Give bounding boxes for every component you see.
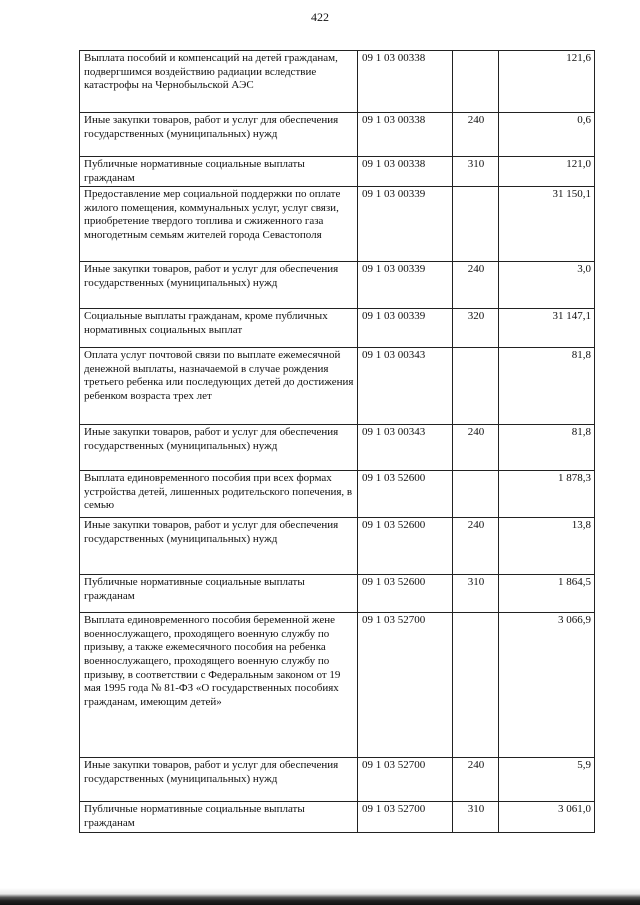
cell-name: Публичные нормативные социальные выплаты гражданам xyxy=(80,157,358,187)
cell-type xyxy=(453,613,499,758)
cell-type: 240 xyxy=(453,758,499,802)
table-row xyxy=(80,425,595,471)
cell-sum: 121,6 xyxy=(499,51,595,113)
cell-name: Иные закупки товаров, работ и услуг для обеспечения государственных (муниципальных) нужд xyxy=(80,758,358,802)
cell-code: 09 1 03 52600 xyxy=(358,471,453,518)
cell-code: 09 1 03 52700 xyxy=(358,758,453,802)
cell-name: Социальные выплаты гражданам, кроме публичных нормативных социальных выплат xyxy=(80,309,358,348)
cell-code: 09 1 03 52600 xyxy=(358,518,453,575)
cell-sum: 13,8 xyxy=(499,518,595,575)
cell-code: 09 1 03 52700 xyxy=(358,802,453,833)
cell-name: Выплата единовременного пособия беременной жене военнослужащего, проходящего военную службу по призыву, а также ежемесячного пособия на ребенка военнослужащего, проходящего военную службу по призыву, в соответствии с Федеральным законом от 19 мая 1995 года № 81-ФЗ «О государственных пособиях гражданам, имеющим детей» xyxy=(80,613,358,758)
table-row xyxy=(80,262,595,309)
cell-name: Выплата пособий и компенсаций на детей гражданам, подвергшимся воздействию радиации вследствие катастрофы на Чернобыльской АЭС xyxy=(80,51,358,113)
table-row xyxy=(80,157,595,187)
table-row xyxy=(80,575,595,613)
cell-sum: 3,0 xyxy=(499,262,595,309)
table-row xyxy=(80,758,595,802)
cell-sum: 31 150,1 xyxy=(499,187,595,262)
scan-edge-shadow xyxy=(0,888,640,905)
cell-name: Оплата услуг почтовой связи по выплате ежемесячной денежной выплаты, назначаемой в случае рождения третьего ребенка или последующих детей до достижения ребенком возраста трех лет xyxy=(80,348,358,425)
cell-name: Иные закупки товаров, работ и услуг для обеспечения государственных (муниципальных) нужд xyxy=(80,262,358,309)
cell-type: 320 xyxy=(453,309,499,348)
table-row xyxy=(80,802,595,833)
cell-code: 09 1 03 00339 xyxy=(358,187,453,262)
cell-sum: 3 066,9 xyxy=(499,613,595,758)
cell-type: 240 xyxy=(453,262,499,309)
cell-code: 09 1 03 00343 xyxy=(358,348,453,425)
table-row xyxy=(80,471,595,518)
cell-name: Выплата единовременного пособия при всех формах устройства детей, лишенных родительского попечения, в семью xyxy=(80,471,358,518)
cell-type: 310 xyxy=(453,802,499,833)
cell-type xyxy=(453,51,499,113)
cell-type: 310 xyxy=(453,157,499,187)
budget-table-body xyxy=(80,51,595,833)
cell-type xyxy=(453,348,499,425)
cell-sum: 31 147,1 xyxy=(499,309,595,348)
table-row xyxy=(80,309,595,348)
cell-type: 240 xyxy=(453,113,499,157)
cell-code: 09 1 03 00339 xyxy=(358,309,453,348)
cell-code: 09 1 03 52700 xyxy=(358,613,453,758)
cell-code: 09 1 03 00338 xyxy=(358,157,453,187)
cell-code: 09 1 03 00339 xyxy=(358,262,453,309)
cell-code: 09 1 03 00338 xyxy=(358,113,453,157)
cell-name: Иные закупки товаров, работ и услуг для обеспечения государственных (муниципальных) нужд xyxy=(80,425,358,471)
table-row xyxy=(80,51,595,113)
cell-name: Предоставление мер социальной поддержки по оплате жилого помещения, коммунальных услуг, услуг связи, приобретение твердого топлива и сжиженного газа многодетным семьям жителей города Севастополя xyxy=(80,187,358,262)
cell-name: Публичные нормативные социальные выплаты гражданам xyxy=(80,802,358,833)
cell-type: 310 xyxy=(453,575,499,613)
cell-type: 240 xyxy=(453,518,499,575)
cell-name: Иные закупки товаров, работ и услуг для обеспечения государственных (муниципальных) нужд xyxy=(80,113,358,157)
budget-table xyxy=(79,50,595,833)
table-row xyxy=(80,113,595,157)
table-row xyxy=(80,348,595,425)
table-row xyxy=(80,613,595,758)
cell-sum: 81,8 xyxy=(499,425,595,471)
cell-sum: 121,0 xyxy=(499,157,595,187)
page-number: 422 xyxy=(311,10,329,24)
cell-sum: 1 864,5 xyxy=(499,575,595,613)
cell-type xyxy=(453,471,499,518)
cell-type: 240 xyxy=(453,425,499,471)
cell-code: 09 1 03 00338 xyxy=(358,51,453,113)
cell-name: Публичные нормативные социальные выплаты гражданам xyxy=(80,575,358,613)
cell-code: 09 1 03 52600 xyxy=(358,575,453,613)
cell-sum: 3 061,0 xyxy=(499,802,595,833)
cell-code: 09 1 03 00343 xyxy=(358,425,453,471)
cell-sum: 1 878,3 xyxy=(499,471,595,518)
cell-sum: 0,6 xyxy=(499,113,595,157)
cell-type xyxy=(453,187,499,262)
cell-sum: 81,8 xyxy=(499,348,595,425)
cell-name: Иные закупки товаров, работ и услуг для обеспечения государственных (муниципальных) нужд xyxy=(80,518,358,575)
table-row xyxy=(80,518,595,575)
table-row xyxy=(80,187,595,262)
cell-sum: 5,9 xyxy=(499,758,595,802)
